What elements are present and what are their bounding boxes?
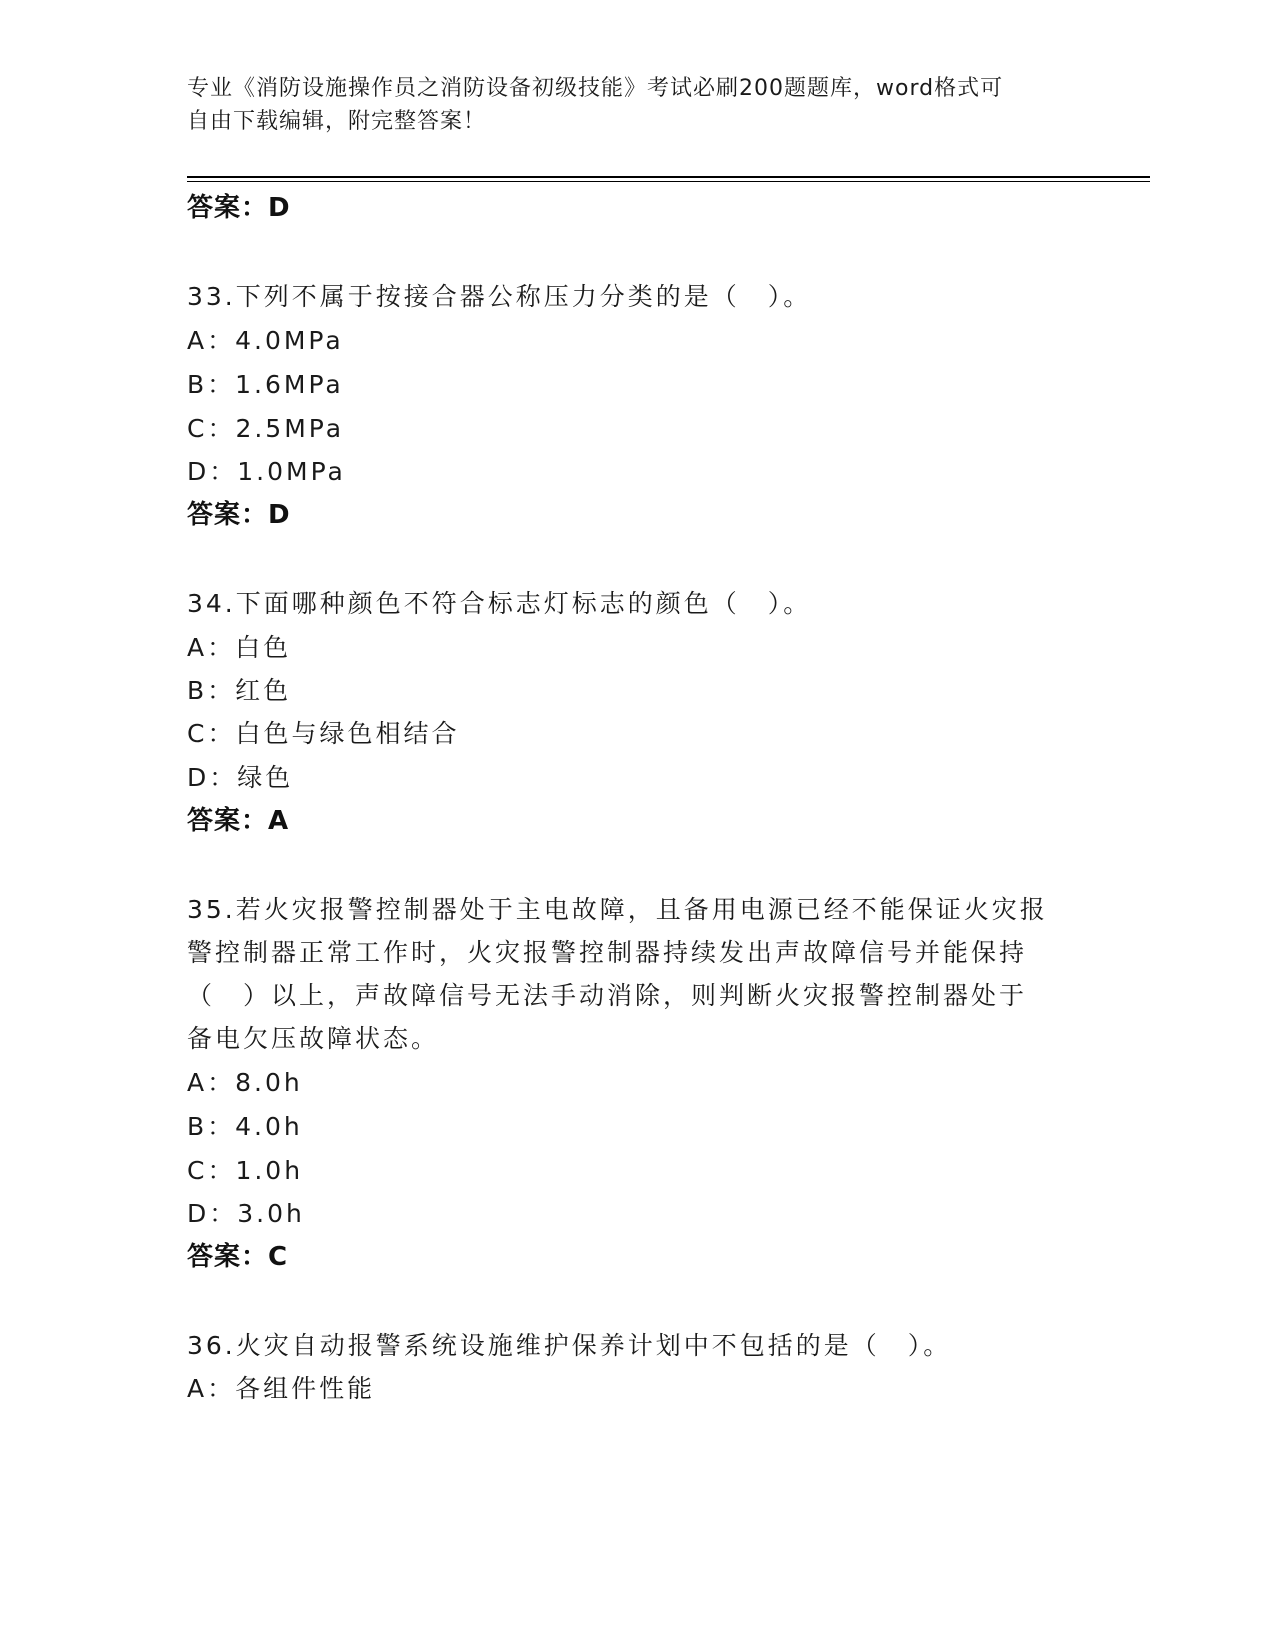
header-line-1: 专业《消防设施操作员之消防设备初级技能》考试必刷200题题库，word格式可: [187, 76, 1004, 101]
question-35-stem-line-2: 警控制器正常工作时，火灾报警控制器持续发出声故障信号并能保持: [187, 938, 1028, 967]
question-35-stem-line-4: 备电欠压故障状态。: [187, 1024, 440, 1053]
answer-32: 答案：D: [187, 193, 291, 223]
document-header: [187, 72, 1087, 138]
question-34-option-b: B：红色: [187, 676, 292, 705]
question-34-option-c: C：白色与绿色相结合: [187, 719, 460, 748]
question-35-option-d: D：3.0h: [187, 1199, 305, 1228]
question-35-option-a: A：8.0h: [187, 1068, 303, 1097]
question-35-stem-line-1: 35.若火灾报警控制器处于主电故障，且备用电源已经不能保证火灾报: [187, 895, 1048, 924]
question-34-stem: 34.下面哪种颜色不符合标志灯标志的颜色（ ）。: [187, 589, 812, 618]
question-35-option-c: C：1.0h: [187, 1156, 304, 1185]
question-33-option-b: B：1.6MPa: [187, 370, 344, 399]
header-rule-thick: [187, 176, 1150, 178]
question-33-stem: 33.下列不属于按接合器公称压力分类的是（ ）。: [187, 282, 812, 311]
question-35-option-b: B：4.0h: [187, 1112, 303, 1141]
header-line-2: 自由下载编辑，附完整答案！: [187, 109, 487, 134]
answer-33: 答案：D: [187, 500, 291, 530]
question-33-option-a: A：4.0MPa: [187, 326, 344, 355]
answer-35: 答案：C: [187, 1242, 289, 1272]
question-33-option-d: D：1.0MPa: [187, 457, 346, 486]
question-35-stem-line-3: （ ）以上，声故障信号无法手动消除，则判断火灾报警控制器处于: [187, 981, 1028, 1010]
header-rule-thin: [187, 181, 1150, 182]
question-33-option-c: C：2.5MPa: [187, 414, 345, 443]
question-34-option-d: D：绿色: [187, 763, 294, 792]
question-34-option-a: A：白色: [187, 633, 292, 662]
answer-34: 答案：A: [187, 806, 290, 836]
question-36-stem: 36.火灾自动报警系统设施维护保养计划中不包括的是（ ）。: [187, 1331, 952, 1360]
question-36-option-a: A：各组件性能: [187, 1374, 376, 1403]
